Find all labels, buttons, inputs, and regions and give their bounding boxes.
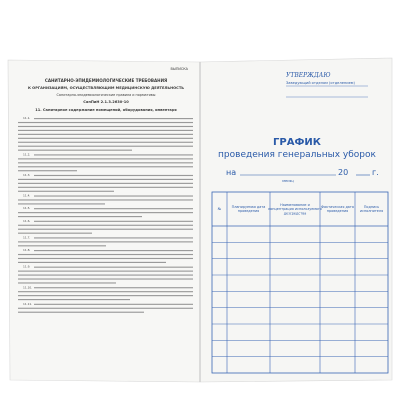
body-text-line: [18, 278, 193, 279]
paragraph-number: 11.1.: [23, 116, 31, 121]
body-text-line: [34, 250, 193, 251]
body-text-line: [18, 138, 193, 139]
body-text-line: [18, 146, 193, 147]
paragraph-number: 11.7.: [23, 235, 31, 240]
paragraph-number: 11.9.: [23, 264, 31, 269]
body-text-line: [18, 233, 92, 234]
body-text-line: [18, 299, 130, 300]
body-text-line: [34, 208, 193, 209]
body-text-line: [18, 183, 193, 184]
left-section-title: 11. Санитарное содержание помещений, оборудования, инвентаря: [35, 108, 177, 112]
body-text-line: [18, 254, 193, 255]
body-text-line: [18, 199, 193, 200]
corner-note: ВЫПИСКА: [170, 67, 188, 71]
period-prefix: на: [226, 168, 237, 177]
body-text-line: [18, 312, 144, 313]
body-text-line: [18, 134, 193, 135]
body-text-line: [34, 267, 193, 268]
paragraph-number: 11.5.: [23, 206, 31, 211]
body-text-line: [18, 126, 193, 127]
body-text-line: [18, 282, 116, 283]
body-text-line: [34, 154, 193, 155]
paragraph-number: 11.2.: [23, 152, 31, 157]
schedule-heading: ГРАФИК: [273, 137, 321, 148]
paragraph-number: 11.3.: [23, 173, 31, 177]
body-text-line: [18, 241, 193, 242]
body-text-line: [18, 203, 105, 204]
column-header: Наименование и концентрация используемого дезсредства: [268, 203, 322, 216]
left-page: [8, 60, 200, 382]
paragraph-number: 11.4.: [23, 193, 31, 198]
body-text-line: [18, 191, 114, 192]
right-page: [200, 58, 392, 382]
body-text-line: [18, 271, 193, 272]
body-text-line: [18, 291, 193, 292]
body-text-line: [18, 122, 193, 123]
year-suffix: г.: [372, 168, 379, 177]
year-prefix: 20: [338, 168, 349, 177]
body-text-line: [18, 262, 166, 263]
paragraph-number: 11.8.: [23, 248, 31, 253]
paragraph-number: 11.6.: [23, 218, 31, 223]
body-text-line: [18, 179, 193, 180]
body-text-line: [18, 225, 193, 226]
column-header: Подпись исполнителя: [359, 205, 384, 214]
body-text-line: [34, 175, 193, 176]
body-text-line: [34, 287, 193, 288]
body-text-line: [18, 295, 193, 296]
body-text-line: [34, 304, 193, 305]
body-text-line: [18, 258, 193, 259]
body-text-line: [18, 162, 193, 163]
body-text-line: [18, 130, 193, 131]
column-header: №: [217, 207, 222, 212]
paragraph-number: 11.11.: [23, 301, 33, 306]
body-text-line: [18, 275, 193, 276]
paragraph-number: 11.10.: [23, 285, 33, 290]
body-text-line: [18, 142, 193, 143]
column-header: Планируемая дата проведения: [231, 205, 266, 214]
body-text-line: [18, 212, 193, 213]
body-text-line: [34, 237, 193, 238]
right-page-sheet: [200, 58, 392, 382]
body-text-line: [18, 245, 106, 246]
schedule-subheading: проведения генеральных уборок: [218, 150, 376, 160]
body-text-line: [18, 187, 193, 188]
month-label: месяц: [282, 179, 294, 183]
left-title-line-1: САНИТАРНО-ЭПИДЕМИОЛОГИЧЕСКИЕ ТРЕБОВАНИЯ: [44, 78, 168, 83]
body-text-line: [34, 221, 193, 222]
body-text-line: [18, 229, 193, 230]
body-text-line: [18, 150, 132, 151]
column-header: Фактическая дата проведения: [321, 205, 354, 214]
body-text-line: [18, 170, 77, 171]
body-text-line: [18, 166, 193, 167]
body-text-line: [18, 308, 193, 309]
left-title-line-4: СанПиН 2.1.3.2630-10: [83, 100, 129, 104]
left-title-line-2: К ОРГАНИЗАЦИЯМ, ОСУЩЕСТВЛЯЮЩИМ МЕДИЦИНСКУЮ ДЕЯТЕЛЬНОСТЬ: [27, 86, 185, 90]
approve-label: УТВЕРЖДАЮ: [286, 72, 331, 79]
body-text-line: [34, 118, 193, 119]
body-text-line: [18, 216, 142, 217]
approve-role: Заведующий отделом (отделением): [286, 81, 355, 85]
body-text-line: [34, 195, 193, 196]
body-text-line: [18, 158, 193, 159]
left-title-line-3: Санитарно-эпидемиологические правила и нормативы: [56, 93, 156, 97]
